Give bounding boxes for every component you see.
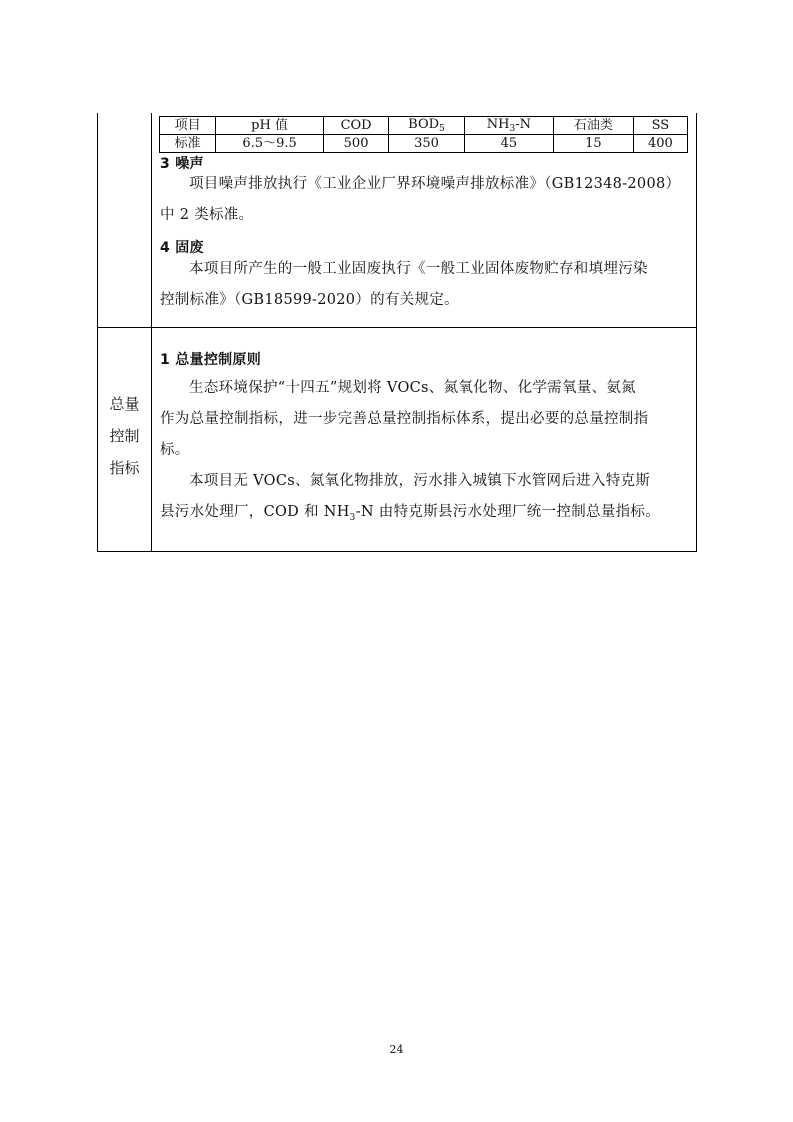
noise-line: 项目噪声排放执行《工业企业厂界环境噪声排放标准》（GB12348-2008） — [189, 176, 681, 192]
column-divider — [151, 113, 152, 551]
table-cell: 项目 — [160, 117, 216, 135]
wastewater-standard-table — [159, 116, 688, 153]
bod-label: BOD — [408, 117, 440, 132]
label-line: 指标 — [109, 459, 140, 477]
row-divider — [98, 327, 696, 328]
n-label: -N — [515, 117, 531, 132]
noise-paragraph — [160, 169, 690, 231]
paragraph-line — [160, 497, 690, 534]
subscript: 3 — [349, 512, 356, 523]
paragraph-line: 生态环境保护“十四五”规划将 VOCs、氮氧化物、化学需氧量、氨氮 — [189, 380, 636, 396]
total-control-label — [98, 388, 151, 484]
solid-waste-line: 控制标准》（GB18599-2020）的有关规定。 — [160, 292, 459, 308]
noise-heading: 3 噪声 — [160, 156, 204, 172]
table-cell: 500 — [323, 135, 388, 153]
noise-line: 中 2 类标准。 — [160, 207, 254, 223]
table-cell: 石油类 — [554, 117, 634, 135]
nh-label: NH — [486, 117, 510, 132]
table-cell: 45 — [464, 135, 553, 153]
table-cell: 400 — [633, 135, 687, 153]
table-cell: 15 — [554, 135, 634, 153]
table-cell: COD — [323, 117, 388, 135]
text-span: 县污水处理厂，COD 和 NH — [160, 504, 350, 520]
table-cell: 6.5～9.5 — [216, 135, 324, 153]
standards-table-frame — [97, 113, 697, 552]
solid-waste-line: 本项目所产生的一般工业固废执行《一般工业固体废物贮存和填埋污染 — [189, 261, 648, 277]
table-cell: pH 值 — [216, 117, 324, 135]
text-span: -N 由特克斯县污水处理厂统一控制总量指标。 — [355, 504, 660, 520]
table-row — [160, 135, 688, 153]
total-control-paragraph — [160, 373, 690, 534]
solid-waste-heading: 4 固废 — [160, 240, 204, 256]
table-cell: SS — [633, 117, 687, 135]
bod-subscript: 5 — [439, 124, 445, 134]
table-cell — [464, 117, 553, 135]
nh-subscript: 3 — [509, 124, 516, 134]
paragraph-line: 作为总量控制指标，进一步完善总量控制指标体系，提出必要的总量控制指 — [160, 411, 649, 427]
label-line: 控制 — [109, 427, 140, 445]
table-cell — [389, 117, 464, 135]
solid-waste-paragraph — [160, 254, 690, 316]
table-cell: 标准 — [160, 135, 216, 153]
total-control-heading: 1 总量控制原则 — [160, 352, 262, 368]
page-number: 24 — [389, 1043, 404, 1056]
paragraph-line: 本项目无 VOCs、氮氧化物排放，污水排入城镇下水管网后进入特克斯 — [189, 473, 651, 489]
label-line: 总量 — [109, 395, 140, 413]
table-cell: 350 — [389, 135, 464, 153]
table-row — [160, 117, 688, 135]
paragraph-line: 标。 — [160, 442, 190, 458]
